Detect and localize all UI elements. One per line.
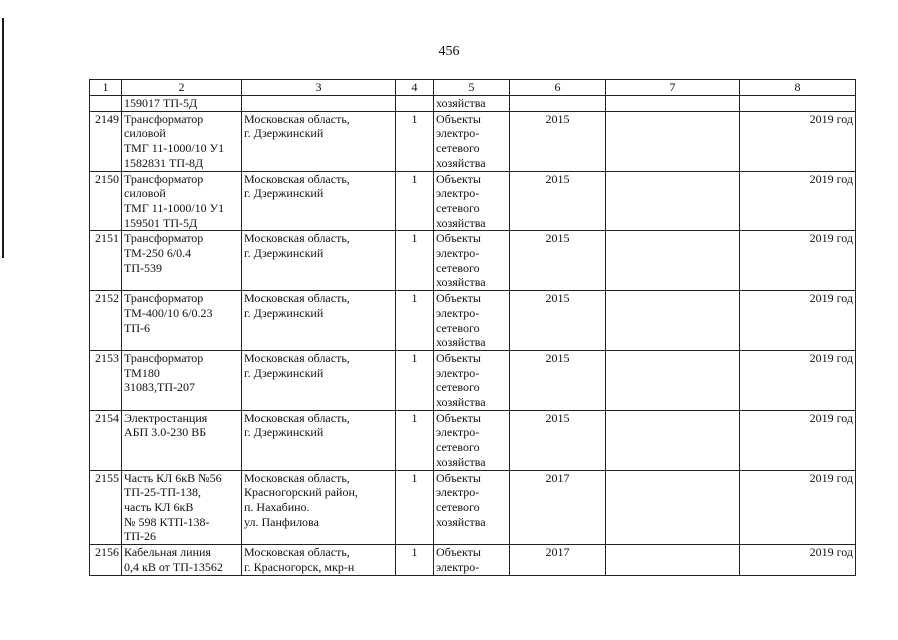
- quantity-cell: 1: [396, 545, 434, 575]
- header-row: [90, 80, 856, 96]
- row-number-cell: 2149: [90, 111, 122, 171]
- column-7-cell: [606, 410, 740, 470]
- year-cell: 2017: [510, 470, 606, 545]
- column-7-cell: [606, 291, 740, 351]
- column-8-cell: 2019 год: [740, 291, 856, 351]
- header-cell: 6: [510, 80, 606, 96]
- header-cell: 8: [740, 80, 856, 96]
- table-row: [90, 470, 856, 545]
- column-7-cell: [606, 470, 740, 545]
- table-row: [90, 111, 856, 171]
- column-7-cell: [606, 171, 740, 231]
- header-cell: 2: [122, 80, 242, 96]
- page-number: 456: [438, 44, 460, 59]
- column-8-cell: [740, 96, 856, 112]
- quantity-cell: 1: [396, 410, 434, 470]
- location-cell: Московская область, г. Дзержинский: [242, 111, 396, 171]
- row-number-cell: 2154: [90, 410, 122, 470]
- item-name-cell: Часть КЛ 6кВ №56 ТП-25-ТП-138, часть КЛ 6кВ № 598 КТП-138- ТП-26: [122, 470, 242, 545]
- row-number-cell: 2152: [90, 291, 122, 351]
- category-cell: Объекты электро- сетевого хозяйства: [434, 410, 510, 470]
- column-7-cell: [606, 350, 740, 410]
- table-row: [90, 545, 856, 575]
- location-cell: [242, 96, 396, 112]
- row-number-cell: 2155: [90, 470, 122, 545]
- location-cell: Московская область, г. Дзержинский: [242, 171, 396, 231]
- quantity-cell: 1: [396, 470, 434, 545]
- item-name-cell: Трансформатор ТМ-250 6/0.4 ТП-539: [122, 231, 242, 291]
- row-number-cell: 2156: [90, 545, 122, 575]
- header-cell: 3: [242, 80, 396, 96]
- item-name-cell: Кабельная линия 0,4 кВ от ТП-13562: [122, 545, 242, 575]
- item-name-cell: Электростанция АБП 3.0-230 ВБ: [122, 410, 242, 470]
- quantity-cell: 1: [396, 350, 434, 410]
- location-cell: Московская область, г. Дзержинский: [242, 350, 396, 410]
- column-8-cell: 2019 год: [740, 545, 856, 575]
- column-7-cell: [606, 231, 740, 291]
- column-8-cell: 2019 год: [740, 111, 856, 171]
- header-cell: 4: [396, 80, 434, 96]
- year-cell: 2015: [510, 410, 606, 470]
- quantity-cell: 1: [396, 291, 434, 351]
- header-cell: 7: [606, 80, 740, 96]
- category-cell: Объекты электро- сетевого хозяйства: [434, 291, 510, 351]
- item-name-cell: Трансформатор ТМ-400/10 6/0.23 ТП-6: [122, 291, 242, 351]
- item-name-cell: Трансформатор силовой ТМГ 11-1000/10 У1 159501 ТП-5Д: [122, 171, 242, 231]
- location-cell: Московская область, г. Дзержинский: [242, 231, 396, 291]
- year-cell: 2015: [510, 111, 606, 171]
- column-8-cell: 2019 год: [740, 470, 856, 545]
- column-7-cell: [606, 545, 740, 575]
- header-cell: 1: [90, 80, 122, 96]
- quantity-cell: 1: [396, 111, 434, 171]
- quantity-cell: 1: [396, 231, 434, 291]
- row-number-cell: [90, 96, 122, 112]
- item-name-cell: Трансформатор ТМ180 31083,ТП-207: [122, 350, 242, 410]
- location-cell: Московская область, г. Дзержинский: [242, 410, 396, 470]
- table-row: [90, 291, 856, 351]
- row-number-cell: 2151: [90, 231, 122, 291]
- category-cell: Объекты электро- сетевого хозяйства: [434, 111, 510, 171]
- year-cell: 2015: [510, 291, 606, 351]
- item-name-cell: 159017 ТП-5Д: [122, 96, 242, 112]
- category-cell: Объекты электро-: [434, 545, 510, 575]
- category-cell: хозяйства: [434, 96, 510, 112]
- property-register-table: [89, 79, 856, 576]
- header-cell: 5: [434, 80, 510, 96]
- category-cell: Объекты электро- сетевого хозяйства: [434, 231, 510, 291]
- table-row: [90, 171, 856, 231]
- category-cell: Объекты электро- сетевого хозяйства: [434, 350, 510, 410]
- year-cell: 2017: [510, 545, 606, 575]
- column-8-cell: 2019 год: [740, 350, 856, 410]
- location-cell: Московская область, Красногорский район, п. Нахабино. ул. Панфилова: [242, 470, 396, 545]
- table-row: [90, 410, 856, 470]
- location-cell: Московская область, г. Дзержинский: [242, 291, 396, 351]
- year-cell: 2015: [510, 350, 606, 410]
- location-cell: Московская область, г. Красногорск, мкр-н: [242, 545, 396, 575]
- table-row: [90, 96, 856, 112]
- column-8-cell: 2019 год: [740, 410, 856, 470]
- category-cell: Объекты электро- сетевого хозяйства: [434, 470, 510, 545]
- year-cell: [510, 96, 606, 112]
- quantity-cell: [396, 96, 434, 112]
- column-8-cell: 2019 год: [740, 171, 856, 231]
- table-row: [90, 231, 856, 291]
- year-cell: 2015: [510, 171, 606, 231]
- table-row: [90, 350, 856, 410]
- column-7-cell: [606, 111, 740, 171]
- column-7-cell: [606, 96, 740, 112]
- column-8-cell: 2019 год: [740, 231, 856, 291]
- item-name-cell: Трансформатор силовой ТМГ 11-1000/10 У1 1582831 ТП-8Д: [122, 111, 242, 171]
- row-number-cell: 2150: [90, 171, 122, 231]
- row-number-cell: 2153: [90, 350, 122, 410]
- quantity-cell: 1: [396, 171, 434, 231]
- category-cell: Объекты электро- сетевого хозяйства: [434, 171, 510, 231]
- year-cell: 2015: [510, 231, 606, 291]
